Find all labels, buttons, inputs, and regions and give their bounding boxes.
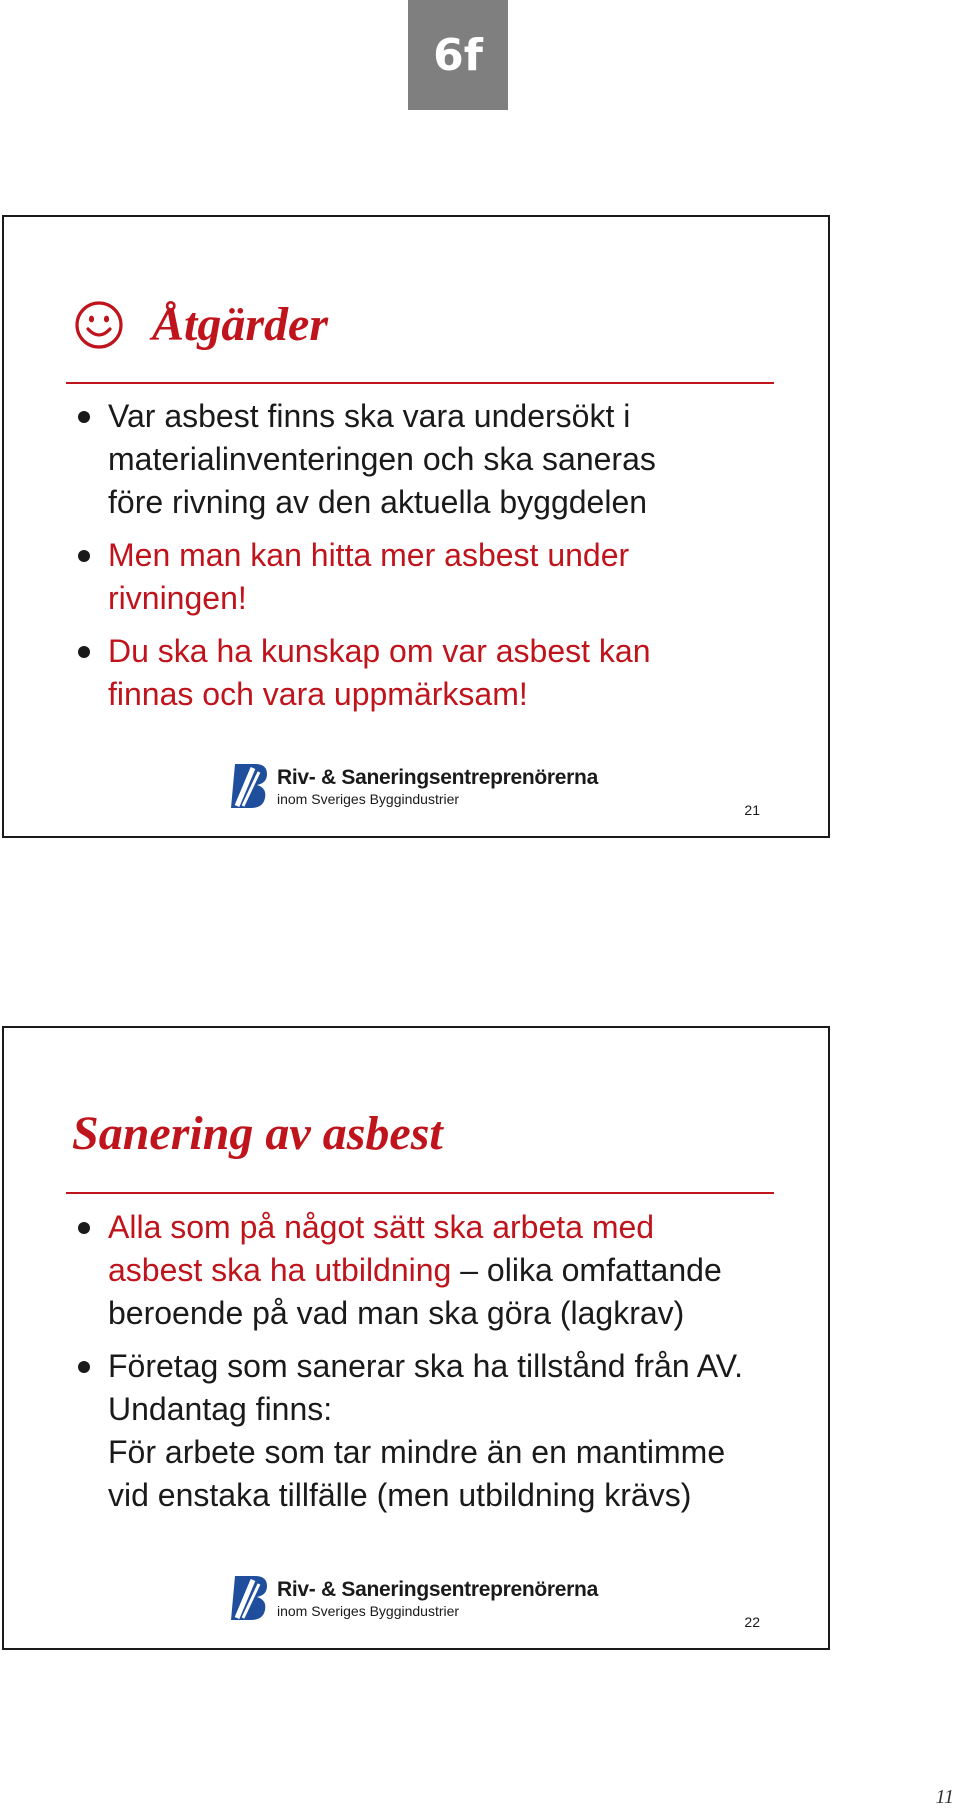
slide-number: 21 xyxy=(744,802,760,818)
slide-number: 22 xyxy=(744,1614,760,1630)
list-item xyxy=(76,395,806,524)
logo-mark-icon xyxy=(229,1574,269,1622)
bullet-line xyxy=(108,1206,806,1249)
logo-mark-icon xyxy=(229,762,269,810)
bullet-line: För arbete som tar mindre än en mantimme xyxy=(108,1434,726,1470)
bullet-line: rivningen! xyxy=(108,580,247,616)
bullet-line xyxy=(108,1249,806,1292)
logo-name: Riv- & Saneringsentreprenörerna xyxy=(277,1577,598,1601)
list-item xyxy=(76,1345,806,1517)
bullet-text-segment: Alla som på något sätt ska arbeta med xyxy=(108,1209,655,1245)
bullet-list xyxy=(76,395,806,726)
bullet-text-segment: asbest ska ha utbildning xyxy=(108,1252,452,1288)
bullet-dot xyxy=(78,1361,90,1373)
logo-name: Riv- & Saneringsentreprenörerna xyxy=(277,765,598,789)
page-number: 11 xyxy=(935,1786,954,1808)
bullet-dot xyxy=(78,550,90,562)
organization-logo xyxy=(229,1574,598,1622)
slide-title-text: Sanering av asbest xyxy=(72,1107,443,1160)
logo-subtitle: inom Sveriges Byggindustrier xyxy=(277,1602,460,1619)
bullet-line: före rivning av den aktuella byggdelen xyxy=(108,484,648,520)
bullet-line xyxy=(108,1292,806,1335)
bullet-line: materialinventeringen och ska saneras xyxy=(108,441,656,477)
list-item xyxy=(76,1206,806,1335)
bullet-dot xyxy=(78,646,90,658)
bullet-line: finnas och vara uppmärksam! xyxy=(108,676,528,712)
bullet-line: Undantag finns: xyxy=(108,1391,333,1427)
logo-subtitle: inom Sveriges Byggindustrier xyxy=(277,790,460,807)
slide-22 xyxy=(2,1026,830,1650)
slide-title xyxy=(72,1106,443,1161)
organization-logo xyxy=(229,762,598,810)
title-divider xyxy=(66,382,774,384)
section-tag: 6f xyxy=(408,0,508,110)
slide-title-text: Åtgärder xyxy=(152,298,329,351)
bullet-line: Var asbest finns ska vara undersökt i xyxy=(108,398,631,434)
title-divider xyxy=(66,1192,774,1194)
bullet-dot xyxy=(78,1222,90,1234)
bullet-text-segment: – olika omfattande xyxy=(451,1252,722,1288)
bullet-line: vid enstaka tillfälle (men utbildning krävs) xyxy=(108,1477,692,1513)
bullet-line: Företag som sanerar ska ha tillstånd från AV. xyxy=(108,1348,743,1384)
bullet-line: Du ska ha kunskap om var asbest kan xyxy=(108,633,651,669)
list-item xyxy=(76,630,806,716)
list-item xyxy=(76,534,806,620)
bullet-list xyxy=(76,1206,806,1527)
bullet-text-segment: beroende på vad man ska göra (lagkrav) xyxy=(108,1295,685,1331)
bullet-dot xyxy=(78,411,90,423)
smiley-face-icon xyxy=(74,300,124,350)
slide-21 xyxy=(2,215,830,838)
slide-title xyxy=(74,297,328,352)
bullet-line: Men man kan hitta mer asbest under xyxy=(108,537,630,573)
